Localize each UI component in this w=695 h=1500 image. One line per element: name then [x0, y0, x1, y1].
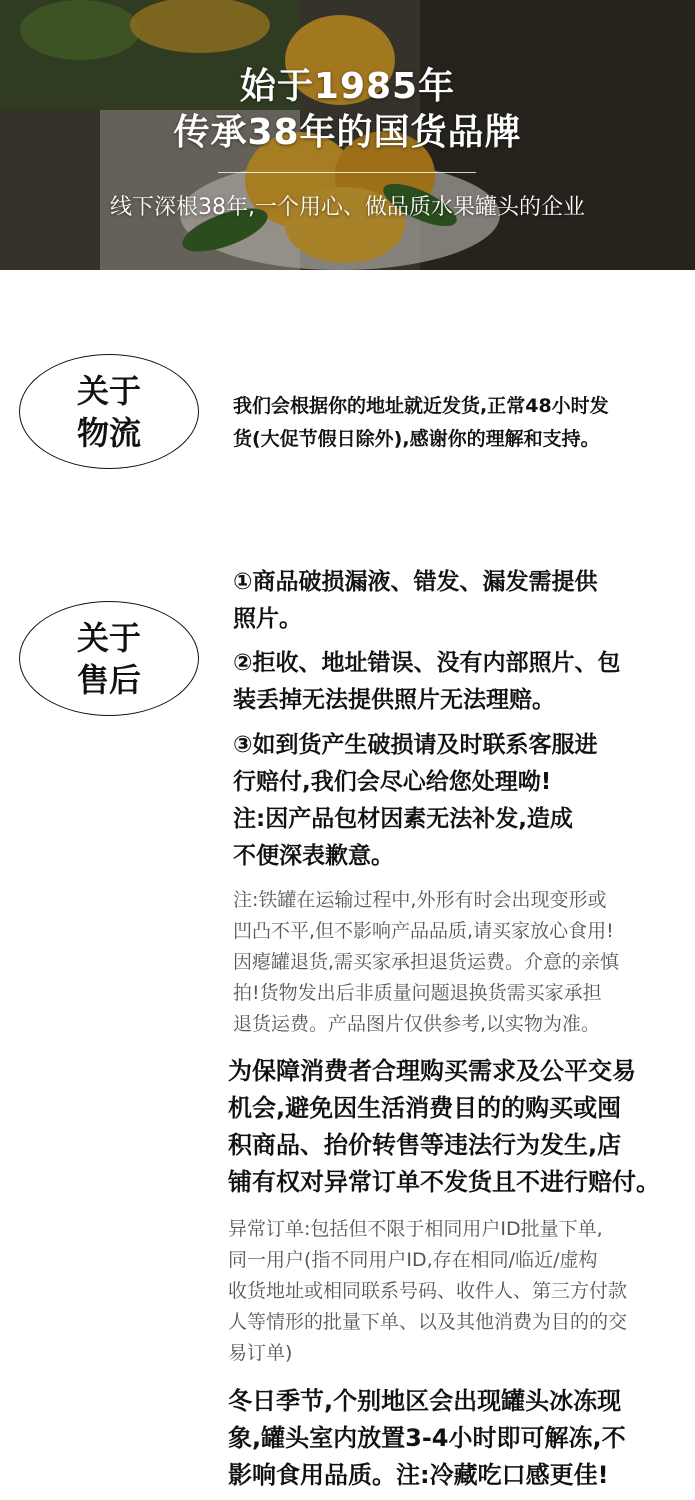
after-sales-badge-line2: 售后: [76, 660, 141, 699]
after-sales-badge: [19, 601, 199, 716]
logistics-badge-line1: 关于: [76, 371, 141, 410]
logistics-text-line2: 货(大促节假日除外),感谢你的理解和支持。: [233, 428, 600, 450]
logistics-badge: [19, 354, 199, 469]
after-sales-item-2: [233, 645, 683, 719]
abnormal-order-line1: 异常订单:包括但不限于相同用户ID批量下单,: [228, 1218, 603, 1240]
after-sales-item-1: [233, 564, 683, 638]
fair-trade-line3: 积商品、抬价转售等违法行为发生,店: [228, 1131, 622, 1159]
can-notice-line4: 拍!货物发出后非质量问题退换货需买家承担: [233, 982, 602, 1004]
after-sales-item-3-line1: ③如到货产生破损请及时联系客服进: [233, 732, 598, 758]
can-notice-line1: 注:铁罐在运输过程中,外形有时会出现变形或: [233, 889, 607, 911]
after-sales-item-3-line2: 行赔付,我们会尽心给您处理呦!: [233, 769, 552, 795]
fair-trade-line4: 铺有权对异常订单不发货且不进行赔付。: [228, 1168, 660, 1196]
after-sales-note-line2: 不便深表歉意。: [233, 843, 394, 869]
abnormal-order-line3: 收货地址或相同联系号码、收件人、第三方付款: [228, 1280, 628, 1302]
winter-line2: 象,罐头室内放置3-4小时即可解冻,不: [228, 1424, 626, 1452]
abnormal-order-line2: 同一用户(指不同用户ID,存在相同/临近/虚构: [228, 1249, 598, 1271]
after-sales-item-1-line2: 照片。: [233, 606, 302, 632]
winter-freezing-notice: [228, 1383, 690, 1494]
abnormal-order-definition: [228, 1214, 683, 1369]
after-sales-item-2-line1: ②拒收、地址错误、没有内部照片、包: [233, 650, 621, 676]
logistics-badge-line2: 物流: [76, 413, 141, 452]
winter-line1: 冬日季节,个别地区会出现罐头冰冻现: [228, 1387, 622, 1415]
hero-divider: [218, 172, 476, 173]
fair-trade-line2: 机会,避免因生活消费目的的购买或囤: [228, 1094, 622, 1122]
logistics-text: [233, 390, 683, 456]
logistics-text-line1: 我们会根据你的地址就近发货,正常48小时发: [233, 395, 609, 417]
after-sales-note-line1: 注:因产品包材因素无法补发,造成: [233, 806, 573, 832]
can-notice-line3: 因瘪罐退货,需买家承担退货运费。介意的亲慎: [233, 951, 620, 973]
abnormal-order-line5: 易订单): [228, 1342, 293, 1364]
hero-title-line2: 传承38年的国货品牌: [173, 112, 522, 153]
after-sales-item-1-line1: ①商品破损漏液、错发、漏发需提供: [233, 569, 598, 595]
abnormal-order-line4: 人等情形的批量下单、以及其他消费为目的的交: [228, 1311, 628, 1333]
after-sales-item-2-line2: 装丢掉无法提供照片无法理赔。: [233, 687, 555, 713]
winter-line3: 影响食用品质。注:冷藏吃口感更佳!: [228, 1461, 609, 1489]
after-sales-item-3: [233, 727, 683, 875]
after-sales-badge-line1: 关于: [76, 618, 141, 657]
can-notice-line2: 凹凸不平,但不影响产品品质,请买家放心食用!: [233, 920, 614, 942]
can-notice-line5: 退货运费。产品图片仅供参考,以实物为准。: [233, 1013, 601, 1035]
hero-subtitle: 线下深根38年,一个用心、做品质水果罐头的企业: [110, 195, 585, 220]
fair-trade-policy: [228, 1053, 690, 1201]
hero-banner: [0, 0, 695, 270]
fair-trade-line1: 为保障消费者合理购买需求及公平交易: [228, 1057, 636, 1085]
hero-title-line1: 始于1985年: [239, 66, 456, 107]
can-deformation-notice: [233, 885, 688, 1040]
